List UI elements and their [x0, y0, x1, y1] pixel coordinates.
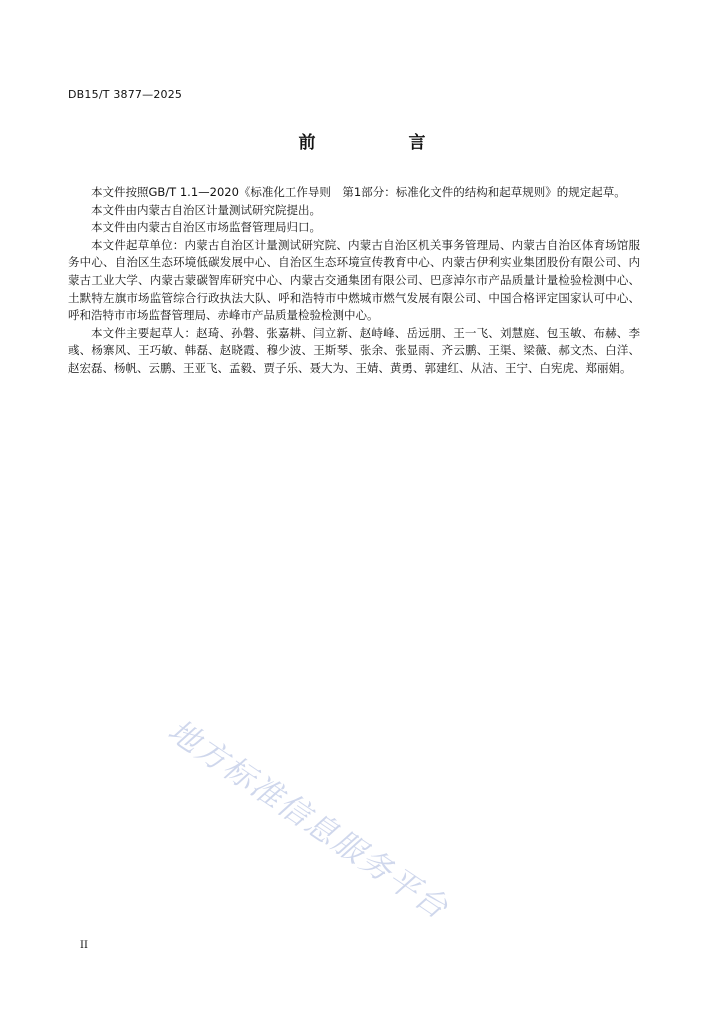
document-body	[68, 184, 640, 378]
paragraph-proposer: 本文件由内蒙古自治区计量测试研究院提出。	[91, 202, 321, 217]
paragraph-drafting-units: 本文件起草单位：内蒙古自治区计量测试研究院、内蒙古自治区机关事务管理局、内蒙古自治区体育场馆服务中心、自治区生态环境低碳发展中心、自治区生态环境宣传教育中心、内蒙古伊利实业集团股份有限公司、内蒙古工业大学、内蒙古蒙碳智库研究中心、内蒙古交通集团有限公司、巴彦淖尔市产品质量计量检验检测中心、土默特左旗市场监管综合行政执法大队、呼和浩特市中燃城市燃气发展有限公司、中国合格评定国家认可中心、呼和浩特市市场监督管理局、赤峰市产品质量检验检测中心。	[68, 237, 640, 323]
paragraph-drafters: 本文件主要起草人：赵琦、孙磐、张嘉耕、闫立新、赵峙峰、岳远朋、王一飞、刘慧庭、包玉敏、布赫、李彧、杨寨风、王巧敏、韩磊、赵晓霞、穆少波、王斯琴、张余、张显雨、齐云鹏、王渠、梁薇、郝文杰、白洋、赵宏磊、杨帆、云鹏、王亚飞、孟毅、贾子乐、聂大为、王婧、黄勇、郭建红、从洁、王宁、白宪虎、郑丽娟。	[68, 325, 640, 375]
paragraph-drafting-rules: 本文件按照GB/T 1.1—2020《标准化工作导则 第1部分：标准化文件的结构和起草规则》的规定起草。	[91, 185, 626, 199]
page-number: II	[80, 940, 88, 951]
standard-code: DB15/T 3877—2025	[68, 88, 183, 101]
watermark: 地方标准信息服务平台	[161, 712, 456, 928]
paragraph-administrator: 本文件由内蒙古自治区市场监督管理局归口。	[91, 220, 321, 235]
page-title: 前 言	[298, 133, 464, 153]
